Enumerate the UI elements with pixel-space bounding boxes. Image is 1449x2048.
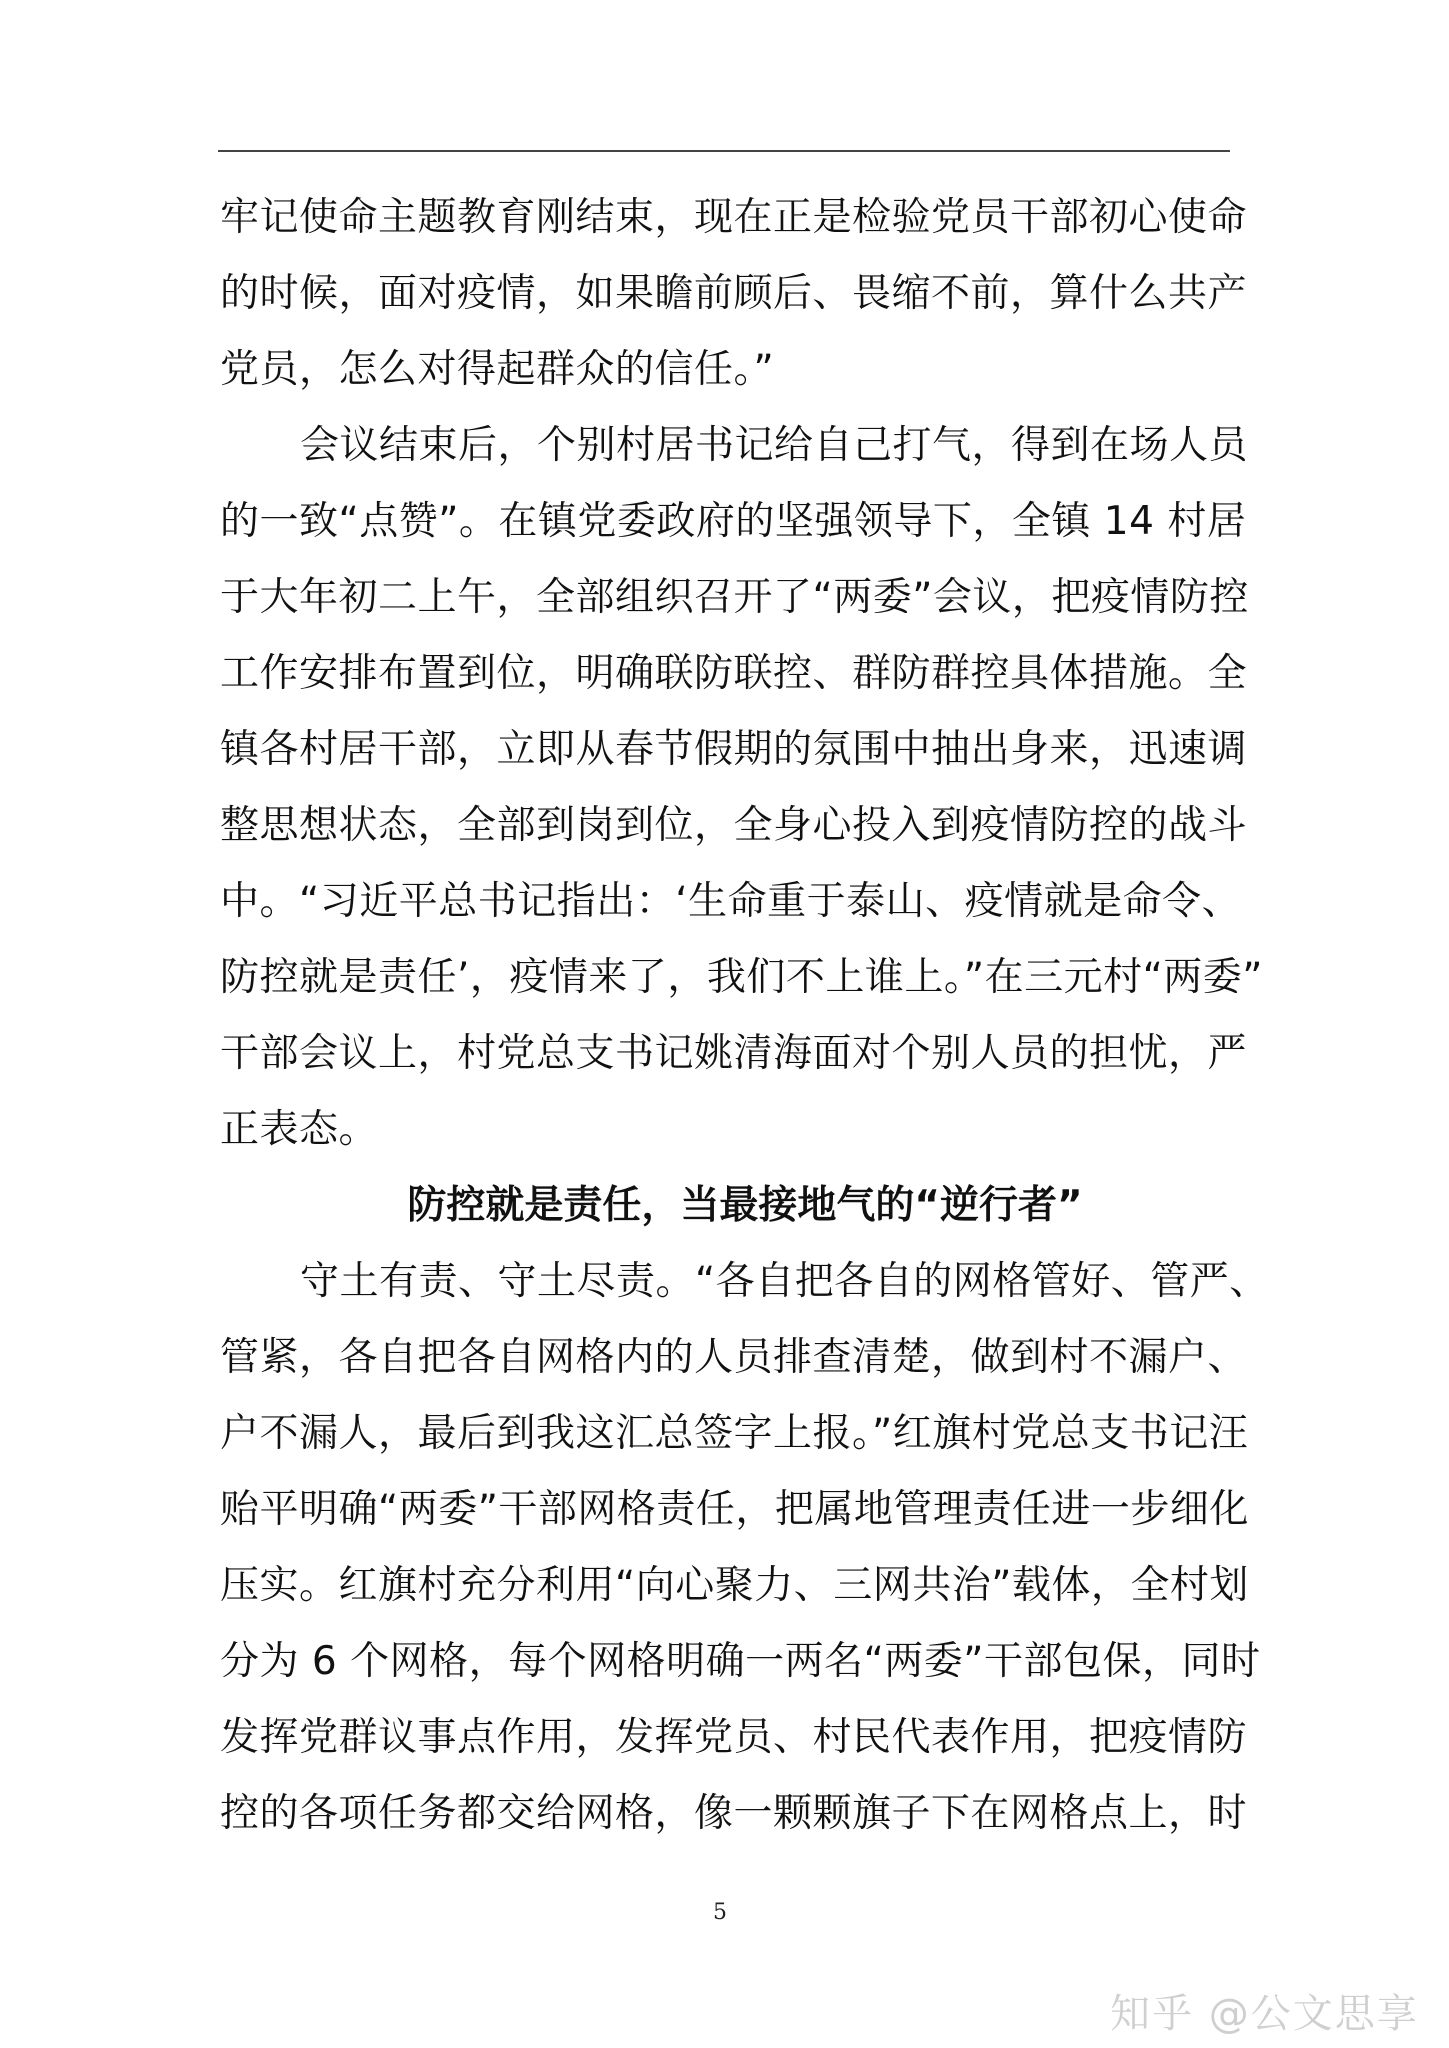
text-line: 工作安排布置到位，明确联防联控、群防群控具体措施。全 bbox=[220, 651, 1248, 696]
header-rule bbox=[218, 150, 1230, 152]
section-heading: 防控就是责任，当最接地气的“逆行者” bbox=[407, 1183, 1083, 1228]
page-number: 5 bbox=[713, 1900, 727, 1925]
text-line: 压实。红旗村充分利用“向心聚力、三网共治”载体，全村划 bbox=[220, 1563, 1249, 1608]
text-line: 的时候，面对疫情，如果瞻前顾后、畏缩不前，算什么共产 bbox=[220, 271, 1248, 316]
text-line: 牢记使命主题教育刚结束，现在正是检验党员干部初心使命 bbox=[220, 195, 1248, 240]
text-line: 干部会议上，村党总支书记姚清海面对个别人员的担忧，严 bbox=[220, 1031, 1248, 1076]
body-text bbox=[220, 180, 1269, 1852]
text-line: 的一致“点赞”。在镇党委政府的坚强领导下，全镇 14 村居 bbox=[220, 499, 1247, 544]
text-line: 贻平明确“两委”干部网格责任，把属地管理责任进一步细化 bbox=[220, 1487, 1249, 1532]
text-line: 于大年初二上午，全部组织召开了“两委”会议，把疫情防控 bbox=[220, 575, 1249, 620]
paragraph-start-line: 守土有责、守土尽责。“各自把各自的网格管好、管严、 bbox=[300, 1259, 1269, 1304]
text-line: 党员，怎么对得起群众的信任。” bbox=[220, 347, 775, 392]
text-line: 管紧，各自把各自网格内的人员排查清楚，做到村不漏户、 bbox=[220, 1335, 1248, 1380]
paragraph-start-line: 会议结束后，个别村居书记给自己打气，得到在场人员 bbox=[300, 423, 1249, 468]
text-line: 控的各项任务都交给网格，像一颗颗旗子下在网格点上，时 bbox=[220, 1791, 1248, 1836]
text-line: 户不漏人，最后到我这汇总签字上报。”红旗村党总支书记汪 bbox=[220, 1411, 1249, 1456]
text-line: 防控就是责任’，疫情来了，我们不上谁上。”在三元村“两委” bbox=[220, 955, 1264, 1000]
text-line: 镇各村居干部，立即从春节假期的氛围中抽出身来，迅速调 bbox=[220, 727, 1248, 772]
text-line: 整思想状态，全部到岗到位，全身心投入到疫情防控的战斗 bbox=[220, 803, 1248, 848]
text-line: 正表态。 bbox=[220, 1107, 379, 1152]
text-line: 发挥党群议事点作用，发挥党员、村民代表作用，把疫情防 bbox=[220, 1715, 1248, 1760]
text-line: 分为 6 个网格，每个网格明确一两名“两委”干部包保，同时 bbox=[220, 1639, 1261, 1684]
watermark: 知乎 @公文思享 bbox=[1110, 1991, 1419, 2037]
text-line: 中。“习近平总书记指出：‘生命重于泰山、疫情就是命令、 bbox=[220, 879, 1242, 924]
